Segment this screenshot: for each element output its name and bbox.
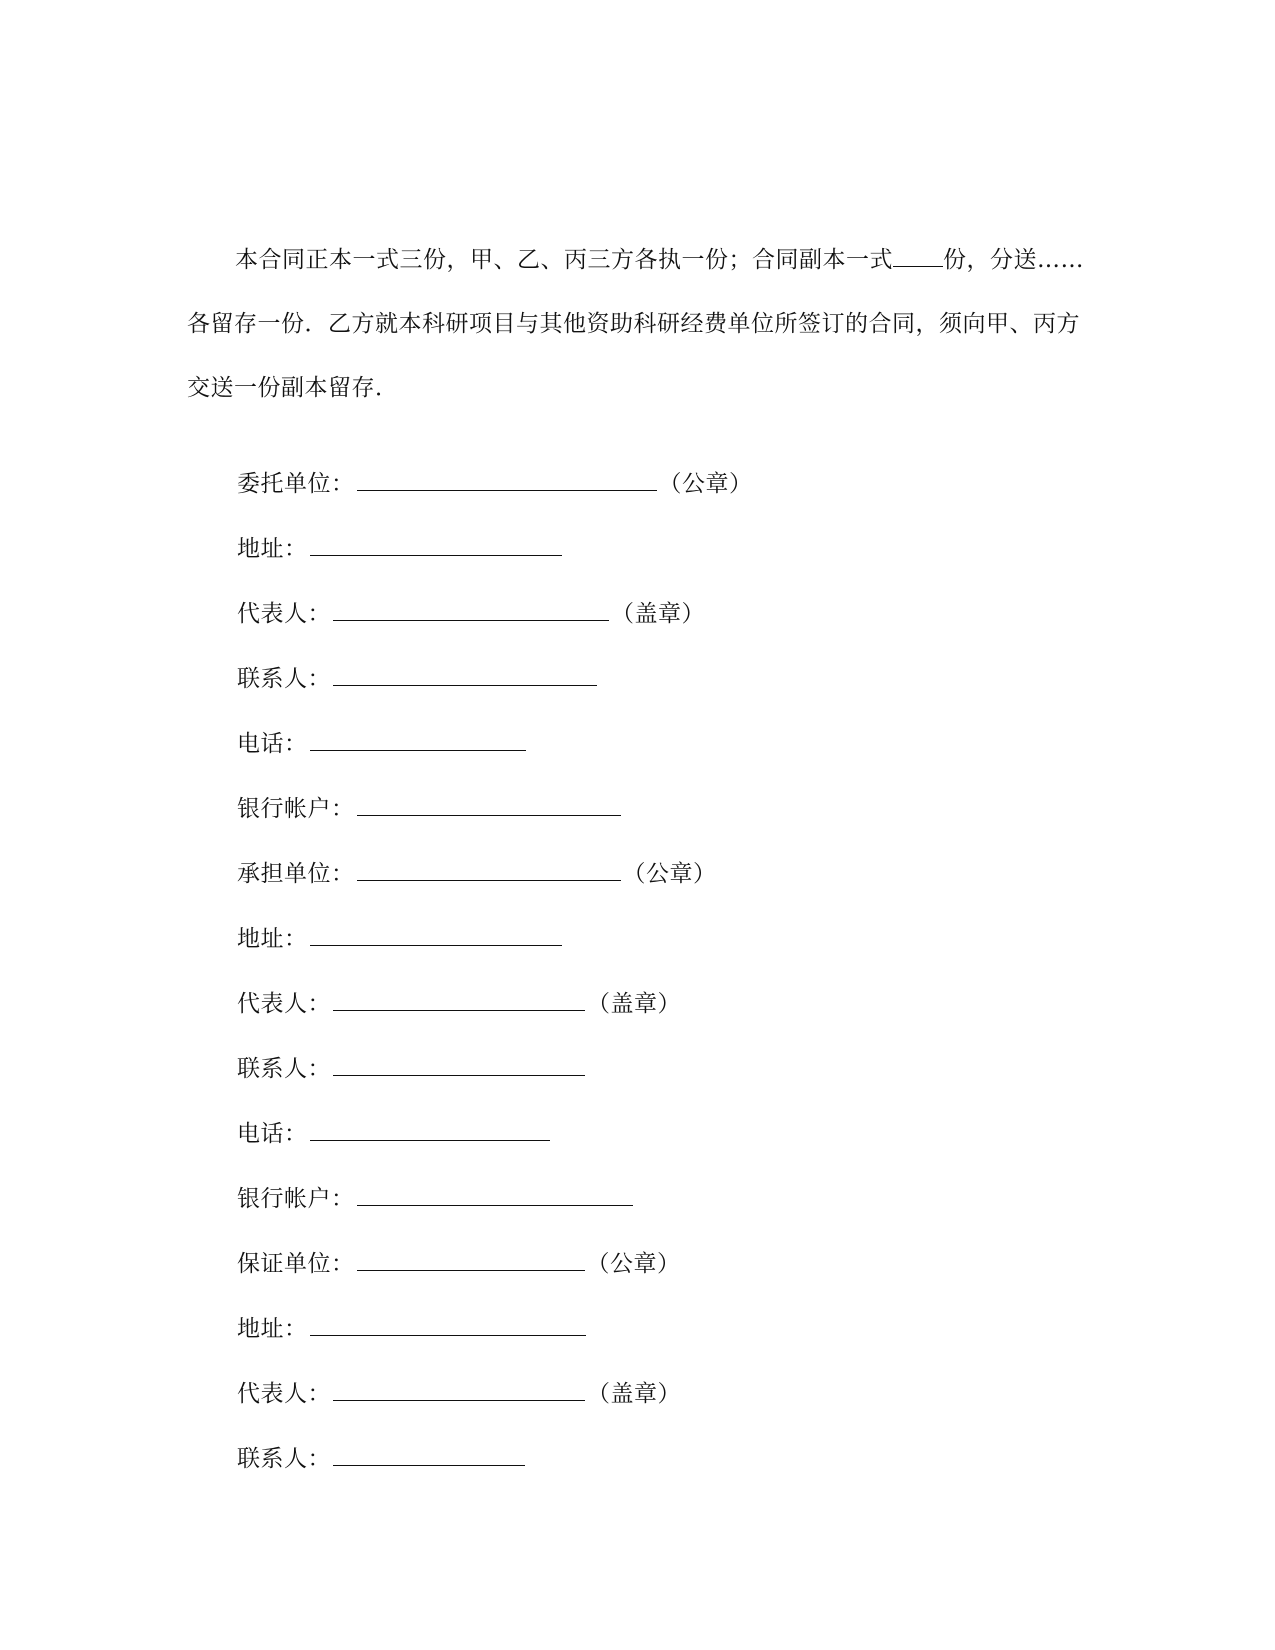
field-blank[interactable]: [310, 728, 526, 751]
field-guarantor-unit: [237, 1248, 753, 1313]
field-blank[interactable]: [333, 1443, 525, 1466]
field-label: 代表人：: [237, 991, 331, 1017]
field-blank[interactable]: [357, 858, 621, 881]
field-label: 银行帐户：: [237, 1186, 355, 1212]
field-label: 电话：: [237, 1121, 308, 1147]
field-suffix: （公章）: [586, 1251, 681, 1277]
field-suffix: （盖章）: [611, 601, 705, 627]
field-contractor-contact: [237, 1053, 753, 1118]
field-blank[interactable]: [357, 468, 657, 491]
field-label: 委托单位：: [237, 471, 355, 497]
field-blank[interactable]: [333, 663, 597, 686]
field-blank[interactable]: [357, 793, 621, 816]
field-client-contact: [237, 663, 753, 728]
copies-blank[interactable]: [893, 246, 943, 267]
paragraph-text-part2: 份，分送……各留存一份．乙方就本科研项目与其他资助科研经费单位所签订的合同，须向甲、丙方交送一份副本留存．: [187, 247, 1084, 401]
field-label: 电话：: [237, 731, 308, 757]
field-guarantor-representative: [237, 1378, 753, 1443]
field-suffix: （盖章）: [587, 1381, 681, 1407]
paragraph-text-part1: 本合同正本一式三份，甲、乙、丙三方各执一份；合同副本一式: [235, 247, 893, 273]
field-client-unit: [237, 468, 753, 533]
field-contractor-bank-account: [237, 1183, 753, 1248]
field-client-representative: [237, 598, 753, 663]
field-blank[interactable]: [310, 923, 562, 946]
field-contractor-representative: [237, 988, 753, 1053]
field-contractor-address: [237, 923, 753, 988]
field-label: 代表人：: [237, 601, 331, 627]
field-guarantor-address: [237, 1313, 753, 1378]
field-contractor-phone: [237, 1118, 753, 1183]
field-client-address: [237, 533, 753, 598]
field-suffix: （盖章）: [587, 991, 681, 1017]
field-label: 联系人：: [237, 1056, 331, 1082]
field-blank[interactable]: [333, 1378, 585, 1401]
field-label: 地址：: [237, 536, 308, 562]
field-blank[interactable]: [357, 1248, 585, 1271]
field-blank[interactable]: [310, 1118, 550, 1141]
field-guarantor-contact: [237, 1443, 753, 1508]
field-blank[interactable]: [333, 1053, 585, 1076]
field-client-bank-account: [237, 793, 753, 858]
field-label: 代表人：: [237, 1381, 331, 1407]
field-label: 承担单位：: [237, 861, 355, 887]
field-blank[interactable]: [357, 1183, 633, 1206]
field-blank[interactable]: [310, 533, 562, 556]
field-blank[interactable]: [310, 1313, 586, 1336]
field-label: 联系人：: [237, 666, 331, 692]
field-blank[interactable]: [333, 598, 609, 621]
signature-fields: [237, 468, 753, 1508]
field-label: 银行帐户：: [237, 796, 355, 822]
field-label: 联系人：: [237, 1446, 331, 1472]
field-suffix: （公章）: [658, 471, 753, 497]
field-label: 地址：: [237, 926, 308, 952]
field-label: 保证单位：: [237, 1251, 355, 1277]
field-client-phone: [237, 728, 753, 793]
contract-paragraph: [187, 228, 1087, 420]
field-label: 地址：: [237, 1316, 308, 1342]
field-blank[interactable]: [333, 988, 585, 1011]
field-suffix: （公章）: [622, 861, 717, 887]
field-contractor-unit: [237, 858, 753, 923]
